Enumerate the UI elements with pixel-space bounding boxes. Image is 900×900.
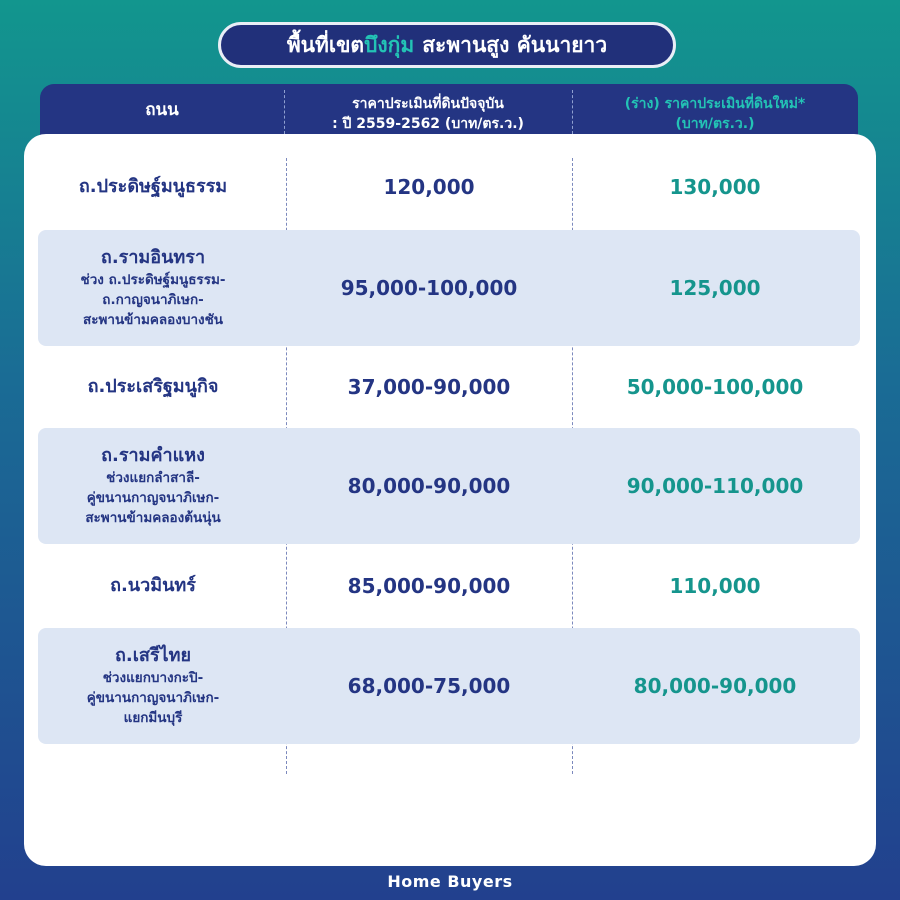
- road-segment: ช่วงแยกบางกะปิ-: [102, 670, 204, 686]
- new-price-cell: [572, 346, 858, 428]
- road-name: ถ.ประเสริฐมนูกิจ: [87, 376, 219, 397]
- road-cell: [38, 134, 268, 240]
- current-price: 68,000-75,000: [347, 674, 511, 698]
- road-segment: ช่วง ถ.ประดิษฐ์มนูธรรม-: [80, 272, 226, 288]
- header-current-price: [284, 88, 572, 140]
- current-price-cell: [286, 346, 572, 428]
- page-title: [218, 22, 676, 68]
- road-cell: [38, 628, 268, 744]
- road-name: ถ.รามอินทรา: [100, 247, 206, 268]
- road-segment: คู่ขนานกาญจนาภิเษก-: [86, 690, 220, 706]
- new-price-cell: [572, 428, 858, 544]
- road-name: ถ.รามคำแหง: [101, 445, 205, 466]
- new-price-cell: [572, 544, 858, 628]
- new-price: 125,000: [669, 276, 761, 300]
- new-price: 80,000-90,000: [633, 674, 797, 698]
- new-price-cell: [572, 134, 858, 240]
- table-row: [38, 628, 860, 744]
- current-price: 37,000-90,000: [347, 375, 511, 399]
- current-price-cell: [286, 428, 572, 544]
- table-row: [38, 346, 860, 428]
- table-row: [38, 230, 860, 346]
- header-road: ถนน: [145, 100, 179, 120]
- header-current-line2: : ปี 2559-2562 (บาท/ตร.ว.): [332, 116, 524, 132]
- new-price: 50,000-100,000: [626, 375, 804, 399]
- current-price-cell: [286, 628, 572, 744]
- current-price: 120,000: [383, 175, 475, 199]
- current-price: 80,000-90,000: [347, 474, 511, 498]
- new-price-cell: [572, 230, 858, 346]
- header-new-price: [572, 88, 858, 140]
- current-price-cell: [286, 544, 572, 628]
- road-cell: [38, 230, 268, 346]
- header-new-line2: (บาท/ตร.ว.): [675, 116, 755, 132]
- table-row: [38, 544, 860, 628]
- title-part-district-label: พื้นที่เขต: [286, 32, 365, 57]
- road-name: ถ.เสรีไทย: [114, 645, 191, 666]
- road-cell: [38, 428, 268, 544]
- title-part-highlight: บึงกุ่ม: [364, 32, 415, 57]
- new-price-cell: [572, 628, 858, 744]
- current-price: 95,000-100,000: [340, 276, 518, 300]
- table-row: [38, 428, 860, 544]
- current-price: 85,000-90,000: [347, 574, 511, 598]
- current-price-cell: [286, 230, 572, 346]
- road-segment: แยกมีนบุรี: [123, 710, 183, 726]
- road-segment: ช่วงแยกลำสาลี-: [106, 470, 200, 486]
- table-card: [24, 134, 876, 866]
- road-segment: สะพานข้ามคลองต้นนุ่น: [85, 510, 221, 526]
- road-name: ถ.นวมินทร์: [110, 575, 196, 596]
- brand-logo: [0, 872, 900, 891]
- table-row: [38, 134, 860, 240]
- new-price: 110,000: [669, 574, 761, 598]
- current-price-cell: [286, 134, 572, 240]
- road-name: ถ.ประดิษฐ์มนูธรรม: [78, 176, 228, 197]
- header-new-line1: (ร่าง) ราคาประเมินที่ดินใหม่*: [624, 96, 806, 112]
- road-cell: [38, 544, 268, 628]
- new-price: 90,000-110,000: [626, 474, 804, 498]
- brand-name: Home Buyers: [387, 872, 513, 891]
- header-current-line1: ราคาประเมินที่ดินปัจจุบัน: [352, 96, 504, 112]
- new-price: 130,000: [669, 175, 761, 199]
- road-segment: ถ.กาญจนาภิเษก-: [102, 292, 204, 308]
- road-cell: [38, 346, 268, 428]
- road-segment: สะพานข้ามคลองบางชัน: [82, 312, 224, 328]
- road-segment: คู่ขนานกาญจนาภิเษก-: [86, 490, 220, 506]
- title-part-rest: สะพานสูง คันนายาว: [422, 32, 608, 57]
